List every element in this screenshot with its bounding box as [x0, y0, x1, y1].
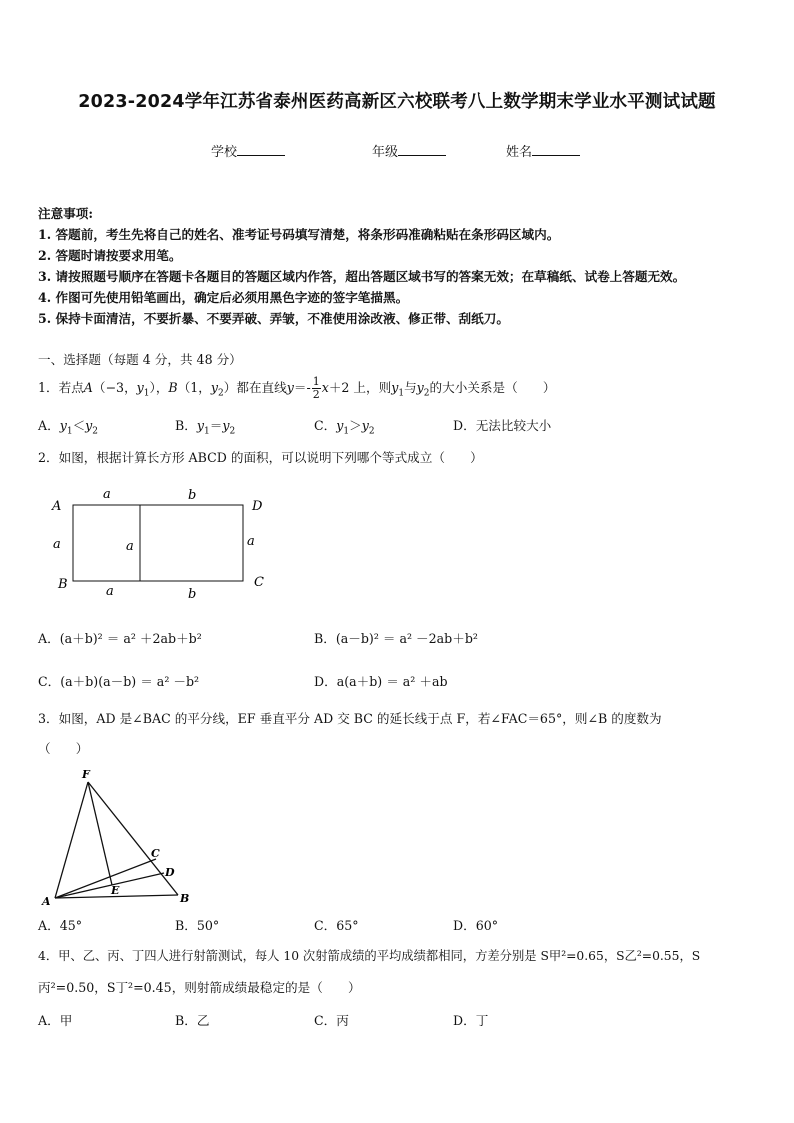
note-item: 5. 保持卡面清洁，不要折暴、不要弄破、弄皱，不准使用涂改液、修正带、刮纸刀。 — [38, 311, 509, 326]
page-title: 2023-2024学年江苏省泰州医药高新区六校联考八上数学期末学业水平测试试题 — [78, 92, 716, 112]
label-A: A — [52, 499, 62, 514]
q1-sep: ）， — [149, 380, 169, 395]
name-field — [506, 141, 580, 160]
label-E: E — [111, 884, 120, 897]
var-y1: y — [136, 380, 144, 395]
question-2: 2．如图，根据计算长方形 ABCD 的面积，可以说明下列哪个等式成立（ ） — [38, 450, 483, 465]
q1-option-d[interactable]: D．无法比较大小 — [453, 418, 552, 433]
fraction-denominator: 2 — [312, 388, 320, 401]
note-item: 4. 作图可先使用铅笔画出，确定后必须用黑色字迹的签字笔描黑。 — [38, 290, 409, 305]
grade-blank — [398, 143, 446, 156]
eq-tail: ＋2 上，则 — [328, 380, 392, 395]
q4-option-c[interactable]: C．丙 — [314, 1013, 349, 1028]
q3-option-c[interactable]: C．65° — [314, 918, 359, 933]
fraction — [312, 376, 321, 401]
label-C: C — [254, 575, 264, 590]
q3-option-b[interactable]: B．50° — [175, 918, 220, 933]
point-b: B — [168, 380, 178, 395]
label-left-a: a — [53, 537, 61, 552]
school-label: 学校 — [211, 145, 238, 160]
label-top-b: b — [188, 488, 197, 503]
school-blank — [237, 143, 285, 156]
q1-option-a[interactable]: A．$y_1<y_2$ — [38, 418, 99, 437]
label-F: F — [82, 768, 90, 781]
q1-option-b[interactable]: B．$y_1=y_2$ — [175, 418, 236, 437]
q1-pre: 1．若点 — [38, 380, 84, 395]
eq-x: x — [321, 380, 329, 395]
question-3-paren: （ ） — [38, 741, 89, 756]
point-a-coords: （−3， — [92, 380, 137, 395]
q2-option-b[interactable]: B．(a－b)² ＝ a² －2ab＋b² — [314, 631, 478, 646]
label-bottom-b: b — [188, 587, 197, 602]
rectangle-figure — [40, 480, 280, 608]
question-1: 1．若点A（−3，$y_1$），B（1，$y_2$）都在直线y＝- $\frac{1}{2}$ x＋2 上，则$y_1$与$y_2$的大小关系是（ ） — [38, 375, 556, 401]
eq-sign: ＝- — [293, 380, 311, 395]
label-D: D — [165, 866, 175, 879]
q1-with: 与 — [404, 380, 417, 395]
q3-option-d[interactable]: D．60° — [453, 918, 499, 933]
label-B: B — [58, 577, 68, 592]
q4-option-a[interactable]: A．甲 — [38, 1013, 73, 1028]
grade-label: 年级 — [372, 145, 399, 160]
question-4-line1: 4．甲、乙、丙、丁四人进行射箭测试，每人 10 次射箭成绩的平均成绩都相同，方差分别是 S甲²=0.65，S乙²=0.55，S — [38, 949, 701, 963]
note-item: 1. 答题前，考生先将自己的姓名、准考证号码填写清楚，将条形码准确粘贴在条形码区域内。 — [38, 227, 560, 242]
notes-heading: 注意事项: — [38, 206, 94, 221]
label-C: C — [151, 847, 160, 860]
label-top-a: a — [103, 487, 111, 502]
label-D: D — [252, 499, 263, 514]
eq-y: y — [286, 380, 294, 395]
q1-mid: ）都在直线 — [223, 380, 287, 395]
q2-option-d[interactable]: D．a(a＋b) ＝ a² ＋ab — [314, 674, 448, 689]
label-B: B — [180, 892, 190, 905]
label-bottom-a: a — [106, 584, 114, 599]
q4-option-d[interactable]: D．丁 — [453, 1013, 489, 1028]
label-mid-a: a — [126, 539, 134, 554]
q1-option-c[interactable]: C．$y_1>y_2$ — [314, 418, 375, 437]
school-field — [211, 141, 285, 160]
rect-abcd — [73, 505, 243, 581]
question-4-line2: 丙²=0.50，S丁²=0.45，则射箭成绩最稳定的是（ ） — [38, 980, 361, 995]
note-item: 2. 答题时请按要求用笔。 — [38, 248, 182, 263]
triangle-figure — [36, 764, 206, 906]
label-right-a: a — [247, 534, 255, 549]
section-heading: 一、选择题（每题 4 分，共 48 分） — [38, 352, 242, 367]
question-3: 3．如图，AD 是∠BAC 的平分线，EF 垂直平分 AD 交 BC 的延长线于点 F，若∠FAC＝65°，则∠B 的度数为 — [38, 711, 662, 726]
grade-field — [372, 141, 446, 160]
label-A: A — [42, 895, 51, 906]
name-blank — [532, 143, 580, 156]
q4-option-b[interactable]: B．乙 — [175, 1013, 210, 1028]
fraction-numerator: 1 — [312, 375, 320, 388]
segment-fa — [55, 782, 88, 898]
q1-post: 的大小关系是（ ） — [429, 380, 556, 395]
q3-option-a[interactable]: A．45° — [38, 918, 83, 933]
note-item: 3. 请按照题号顺序在答题卡各题目的答题区域内作答，超出答题区域书写的答案无效；在草稿纸、试卷上答题无效。 — [38, 269, 686, 284]
q2-option-c[interactable]: C．(a＋b)(a－b) ＝ a² －b² — [38, 674, 200, 689]
name-label: 姓名 — [506, 145, 533, 160]
point-b-coords: （1， — [177, 380, 211, 395]
q2-option-a[interactable]: A．(a＋b)² ＝ a² ＋2ab＋b² — [38, 631, 202, 646]
point-a: A — [83, 380, 93, 395]
